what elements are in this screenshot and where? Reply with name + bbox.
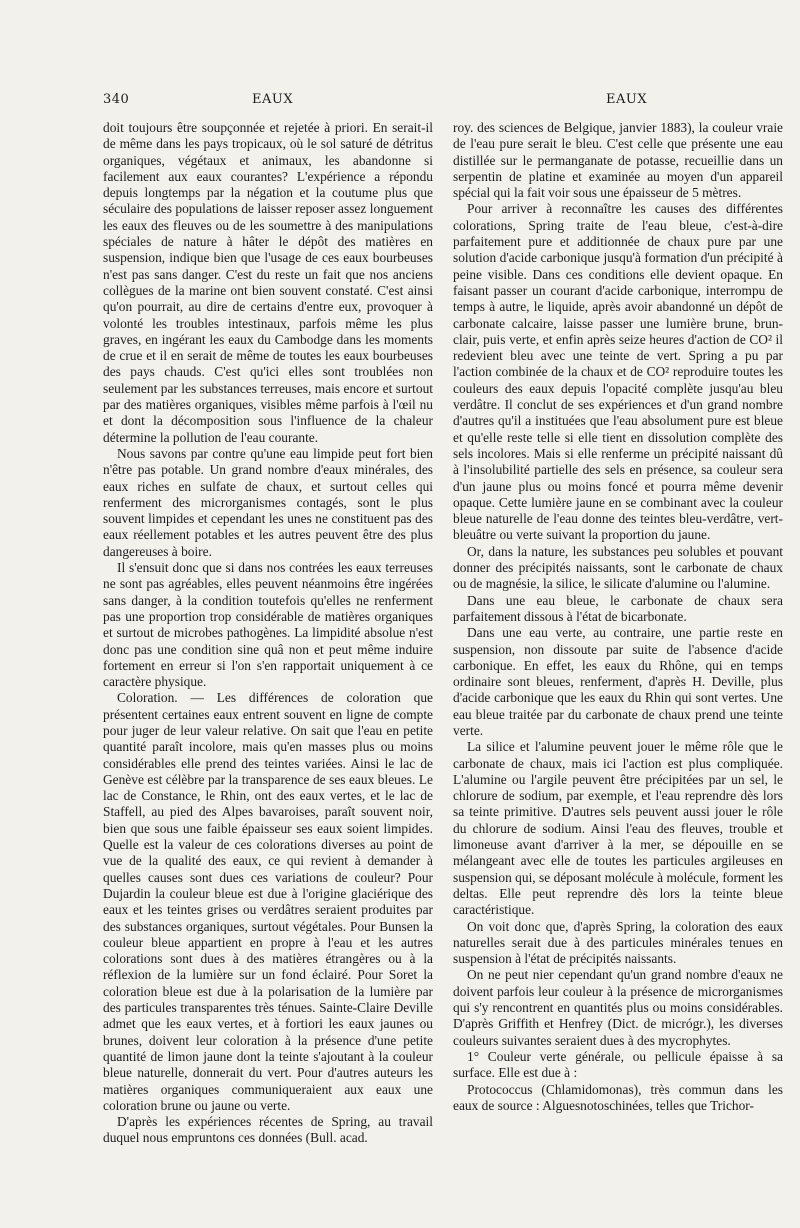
paragraph: 1° Couleur verte générale, ou pellicule épaisse à sa surface. Elle est due à : xyxy=(453,1048,783,1081)
paragraph: doit toujours être soupçonnée et rejetée à priori. En serait-il de même dans les pays tropicaux, où le sol saturé de détritus organiques, végétaux et animaux, les abandonne si facilement aux eaux courantes? L'expérience a répondu depuis longtemps par la négation et la coutume plus que séculaire des populations de laisser reposer assez longuement les eaux des fleuves ou de les soumettre à des manipulations spéciales de nature à hâter le dépôt des matières en suspension, indique bien que l'usage de ces eaux bourbeuses n'est pas sans danger. C'est du reste un fait que nos anciens collègues de la marine ont bien souvent constaté. C'est ainsi qu'on pourrait, au dire de certains d'entre eux, provoquer à volonté les troubles intestinaux, parfois même les plus graves, en ingérant les eaux du Cambodge dans les moments de crue et il en serait de même de toutes les eaux bourbeuses des pays chauds. C'est qu'ici elles sont troublées non seulement par les substances terreuses, mais encore et surtout par des matières organiques, visibles même parfois à l'œil nu et dont la décomposition sous l'influence de la chaleur détermine la pollution de l'eau courante. xyxy=(103,120,433,445)
paragraph: Nous savons par contre qu'une eau limpide peut fort bien n'être pas potable. Un grand nombre d'eaux minérales, des eaux riches en sulfate de chaux, et surtout celles qui renferment des microrganismes contagés, sont le plus souvent limpides et cependant les unes ne constituent pas des eaux réellement potables et les autres peuvent être des plus dangereuses à boire. xyxy=(103,445,433,559)
paragraph: On ne peut nier cependant qu'un grand nombre d'eaux ne doivent parfois leur couleur à la présence de microrganismes qui s'y rencontrent en quantités plus ou moins considérables. D'après Griffith et Henfrey (Dict. de micrógr.), les diverses couleurs suivantes seraient dues à des mycrophytes. xyxy=(453,967,783,1048)
paragraph: Il s'ensuit donc que si dans nos contrées les eaux terreuses ne sont pas agréables, elles peuvent néanmoins être ingérées sans danger, à la condition toutefois qu'elles ne renferment pas une proportion trop considérable de matières organiques et surtout de microbes pathogènes. La limpidité absolue n'est donc pas une condition sine quâ non et peut même induire fortement en erreur si l'on s'en rapportait uniquement à ce caractère physique. xyxy=(103,560,433,690)
paragraph: Or, dans la nature, les substances peu solubles et pouvant donner des précipités naissants, sont le carbonate de chaux ou de magnésie, la silice, le silicate d'alumine ou l'alumine. xyxy=(453,543,783,592)
paragraph: Coloration. — Les différences de coloration que présentent certaines eaux entrent souvent en ligne de compte pour juger de leur valeur relative. On sait que l'eau en petite quantité paraît incolore, mais qu'en masses plus ou moins considérables elle prend des teintes variées. Ainsi le lac de Genève est célèbre par la transparence de ses eaux bleues. Le lac de Constance, le Rhin, ont des eaux vertes, et le lac de Staffell, au pied des Alpes bavaroises, paraît souvent noir, bien que sous une faible épaisseur ses eaux soient limpides. Quelle est la valeur de ces colorations diverses au point de vue de la qualité des eaux, ce qui revient à demander à quelles causes sont dues ces variations de couleur? Pour Dujardin la couleur bleue est due à l'origine glaciérique des eaux et les teintes grises ou verdâtres seraient produites par des substances organiques, surtout végétales. Pour Bunsen la couleur bleue appartient en propre à l'eau et les autres colorations sont dues à des matières étrangères ou à la réflexion de la lumière sur un fond éclairé. Pour Soret la coloration bleue est due à la polarisation de la lumière par des particules transparentes très ténues. Sainte-Claire Deville admet que les eaux vertes, et à fortiori les eaux jaunes ou brunes, doivent leur coloration à la présence d'une petite quantité de limon jaune dont la teinte s'ajoutant à la couleur bleue naturelle, donnerait du vert. Pour d'autres auteurs les matières organiques communiqueraient aux eaux une coloration brune ou jaune ou verte. xyxy=(103,690,433,1113)
paragraph: Dans une eau bleue, le carbonate de chaux sera parfaitement dissous à l'état de bicarbonate. xyxy=(453,592,783,624)
paragraph: On voit donc que, d'après Spring, la coloration des eaux naturelles serait due à des particules minérales tenues en suspension à l'état de précipités naissants. xyxy=(453,918,783,967)
right-column-title: EAUX xyxy=(606,92,648,107)
paragraph: Dans une eau verte, au contraire, une partie reste en suspension, non dissoute par suite de l'absence d'acide carbonique. En effet, les eaux du Rhône, qui en temps ordinaire sont bleues, renferment, d'après H. Deville, plus d'acide carbonique que les eaux du Rhin qui sont vertes. Une eau bleue traitée par du carbonate de chaux prend une teinte verte. xyxy=(453,625,783,738)
page-number: 340 xyxy=(103,92,130,107)
paragraph: D'après les expériences récentes de Spring, au travail duquel nous empruntons ces données (Bull. acad. xyxy=(103,1114,433,1146)
right-column xyxy=(453,120,783,1114)
paragraph: La silice et l'alumine peuvent jouer le même rôle que le carbonate de chaux, mais ici l'action est plus compliquée. L'alumine ou l'argile peuvent être précipitées par un sel, le chlorure de sodium, par exemple, et l'eau reprendre dès lors sa teinte primitive. D'autres sels peuvent aussi jouer le rôle du chlorure de sodium. Ainsi l'eau des fleuves, trouble et limoneuse avant d'arriver à la mer, se dépouille en se mélangeant avec elle de toutes les particules argileuses en suspension qui, se déposant molécule à molécule, forment les deltas. Elle peut reprendre dès lors la teinte bleue caractéristique. xyxy=(453,739,783,918)
paragraph: Pour arriver à reconnaître les causes des différentes colorations, Spring traite de l'eau bleue, c'est-à-dire parfaitement pure et additionnée de chaux pure par une solution d'acide carbonique jusqu'à formation d'un précipité à peine visible. Dans ces conditions elle devient opaque. En faisant passer un courant d'acide carbonique, interrompu de temps à autre, le liquide, après avoir abandonné un dépôt de carbonate calcaire, laisse passer une lumière brune, brun-clair, puis verte, et enfin après seize heures d'action de CO² il redevient bleu avec une teinte de vert. Spring a pu par l'action combinée de la chaux et de CO² reproduire toutes les couleurs des eaux depuis l'opacité complète jusqu'au bleu verdâtre. Il conclut de ses expériences et d'un grand nombre d'autres qu'il a instituées que l'eau absolument pure est bleue et qu'elle reste telle si elle tient en dissolution complète des sels incolores. Mais si elle renferme un précipité naissant dû à l'insolubilité partielle des sels en présence, sa couleur sera d'un jaune plus ou moins foncé et pourra même devenir opaque. Cette lumière jaune en se combinant avec la couleur bleue naturelle de l'eau donne des teintes bleu-verdâtre, vert-bleuâtre ou verte suivant la proportion du jaune. xyxy=(453,201,783,543)
left-column-title: EAUX xyxy=(252,92,294,107)
left-column xyxy=(103,120,433,1147)
paragraph: Protococcus (Chlamidomonas), très commun dans les eaux de source : Alguesnotoschinées, telles que Trichor- xyxy=(453,1081,783,1113)
paragraph: roy. des sciences de Belgique, janvier 1883), la couleur vraie de l'eau pure serait le bleu. C'est celle que présente une eau distillée sur le permanganate de potasse, recueillie dans un serpentin de platine et examinée au moyen d'un appareil spécial qui la fait voir sous une épaisseur de 5 mètres. xyxy=(453,120,783,201)
running-head xyxy=(0,92,800,112)
